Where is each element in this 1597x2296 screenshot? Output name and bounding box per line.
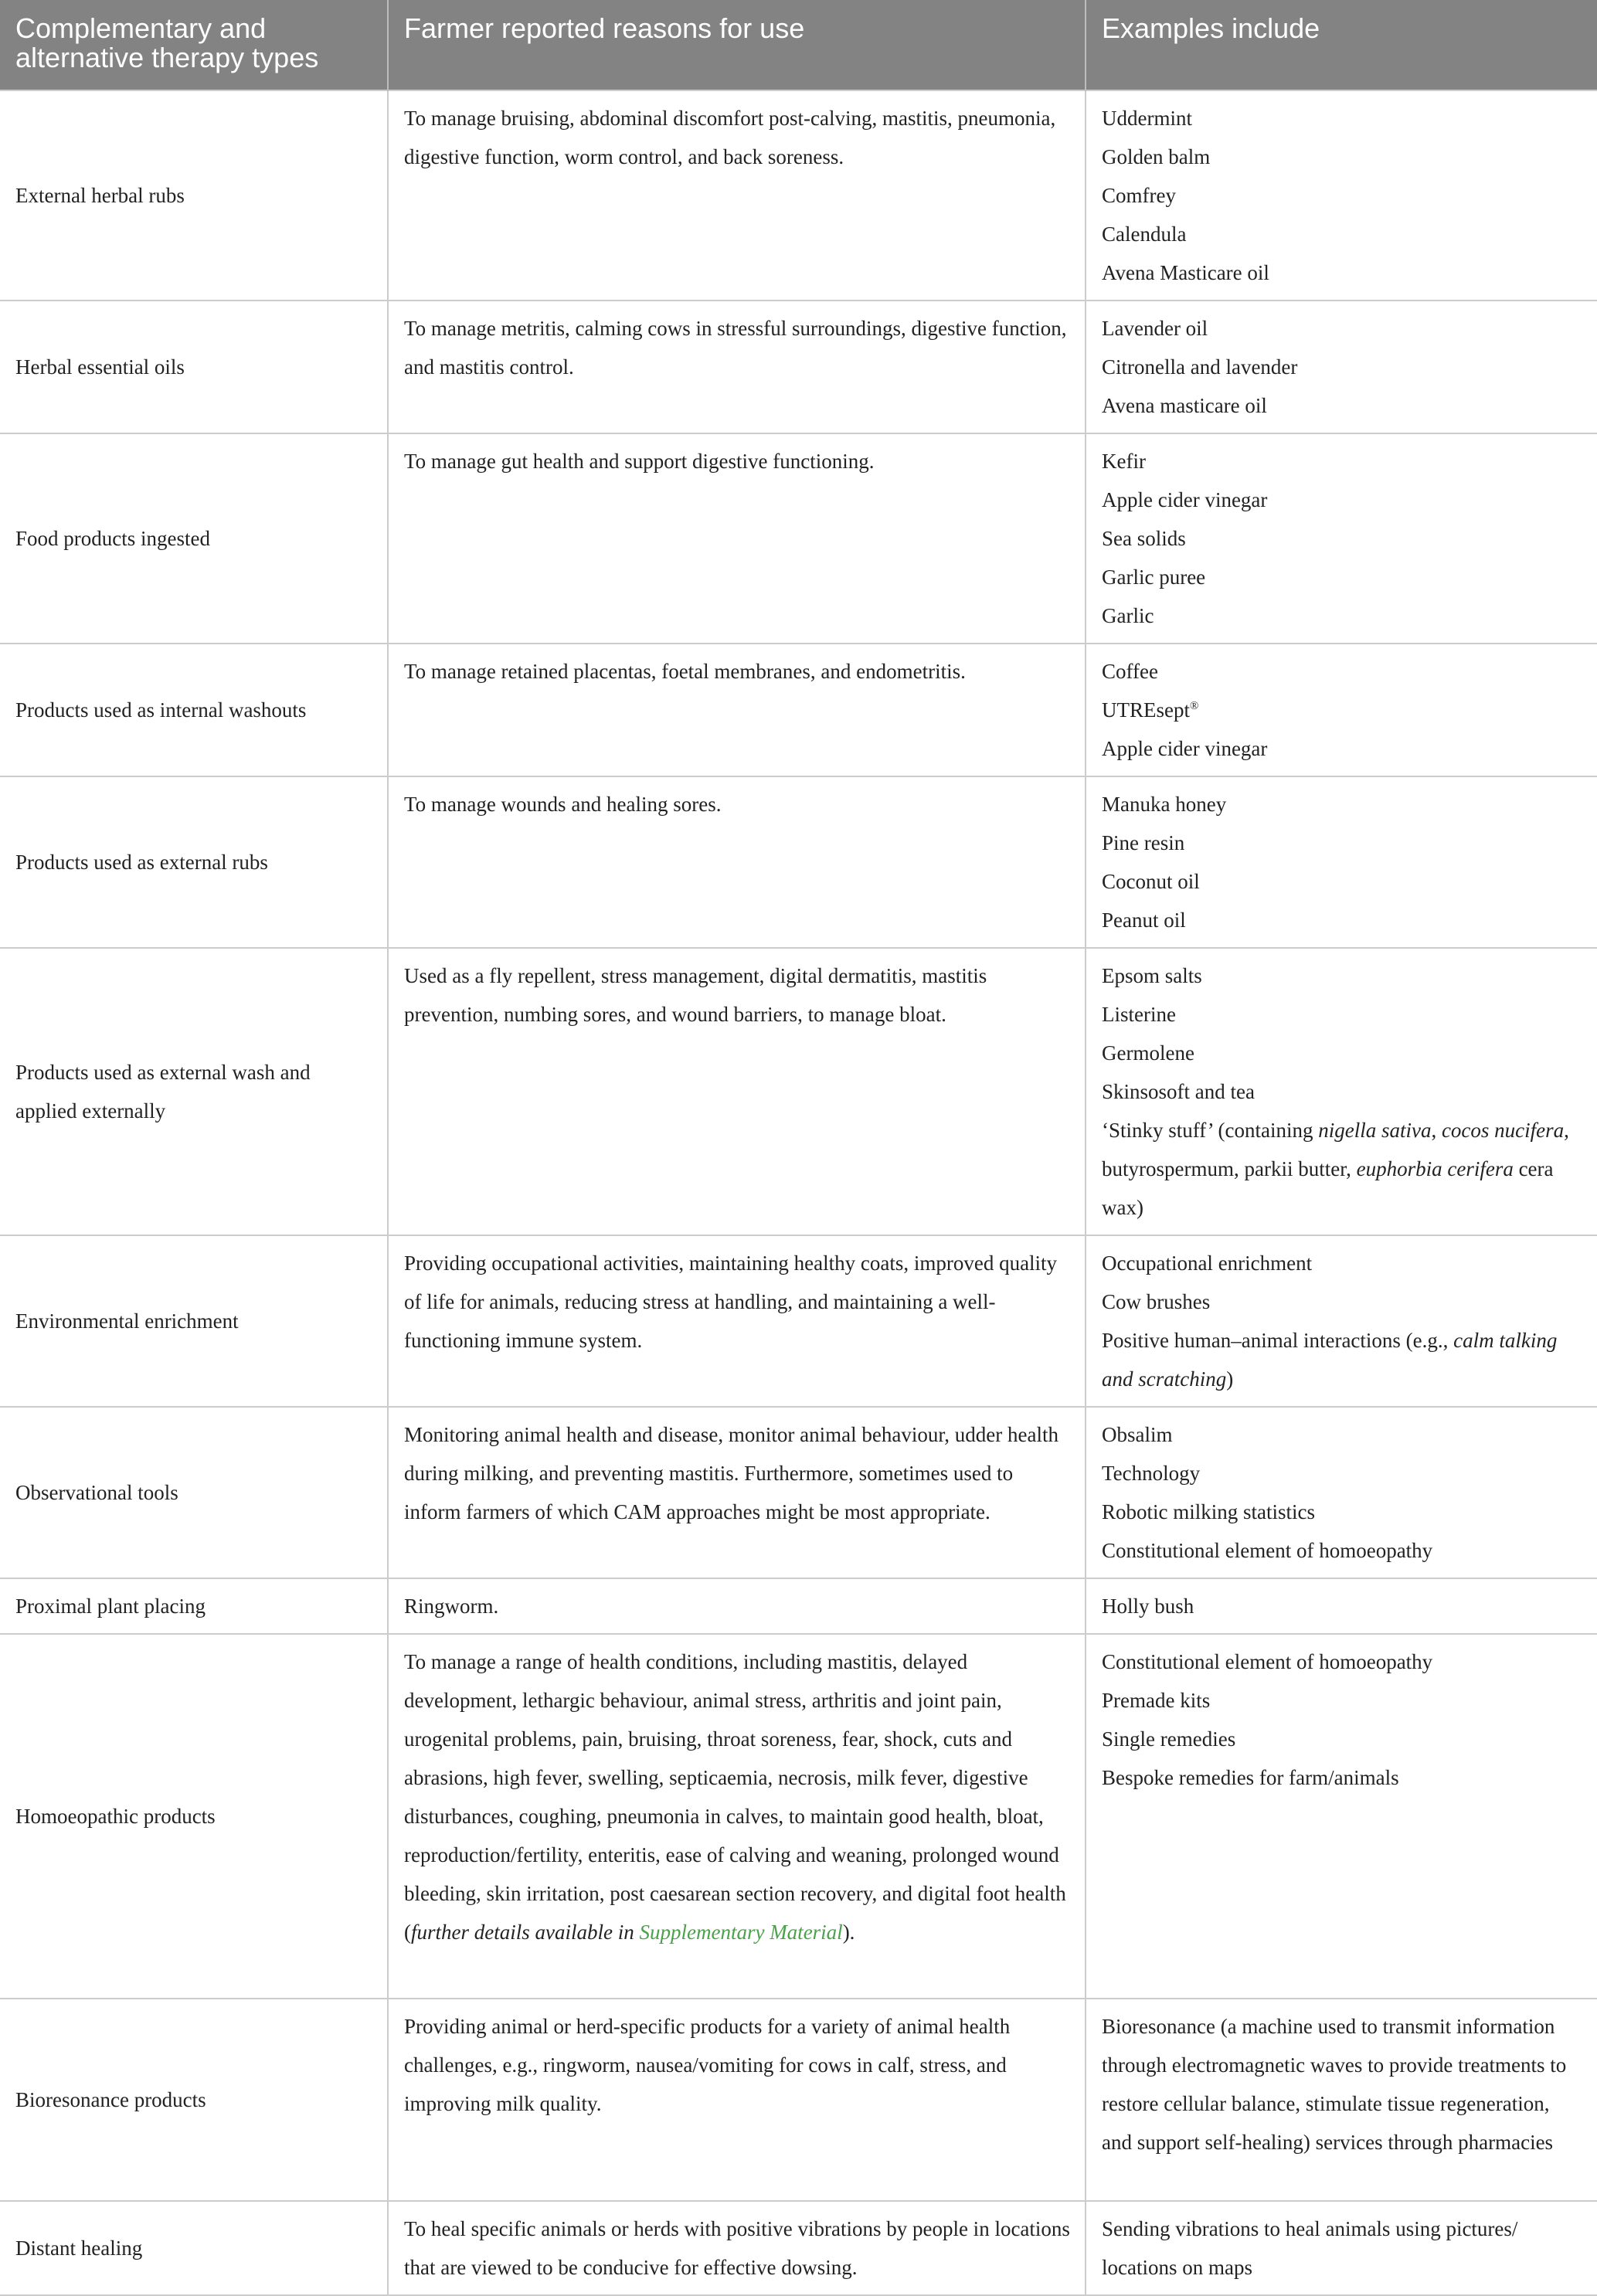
- example-item: Epsom salts: [1102, 964, 1202, 987]
- table-row: [0, 644, 1597, 776]
- example-item: Germolene: [1102, 1041, 1194, 1065]
- examples-cell: [1086, 1578, 1597, 1634]
- table-row: [0, 1634, 1597, 1999]
- reasons-cell: Monitoring animal health and disease, monitor animal behaviour, udder health during milking, and preventing mastitis. Furthermore, sometimes used to inform farmers of which CAM approaches might be most appropriate.: [388, 1407, 1086, 1578]
- reasons-cell: [388, 1634, 1086, 1999]
- table-row: [0, 2201, 1597, 2295]
- italic-fragment: cocos nucifera: [1441, 1119, 1565, 1142]
- example-item: Coffee: [1102, 660, 1158, 683]
- header-reasons: Farmer reported reasons for use: [388, 0, 1086, 90]
- reasons-cell: Ringworm.: [388, 1578, 1086, 1634]
- examples-cell: [1086, 948, 1597, 1235]
- therapy-type-cell: Bioresonance products: [0, 1999, 388, 2201]
- example-item: Calendula: [1102, 222, 1187, 246]
- example-item: Avena Masticare oil: [1102, 261, 1269, 284]
- reasons-cell: Providing occupational activities, maintaining healthy coats, improved quality of life for animals, reducing stress at handling, and maintaining a well-functioning immune system.: [388, 1235, 1086, 1407]
- registered-mark: ®: [1190, 700, 1199, 712]
- example-item: Avena masticare oil: [1102, 394, 1267, 417]
- examples-cell: [1086, 2201, 1597, 2295]
- text-fragment: To manage a range of health conditions, including mastitis, delayed development, lethargic behaviour, animal stress, arthritis and joint pain, urogenital problems, pain, bruising, throat soreness, fear, shock, cuts and abrasions, high fever, swelling, septicaemia, necrosis, milk fever, digestive disturbances, coughing, pneumonia in calves, to maintain good health, bloat, reproduction/fertility, enteritis, ease of calving and weaning, prolonged wound bleeding, skin irritation, post caesarean section recovery, and digital foot health (: [404, 1650, 1066, 1944]
- example-item: Technology: [1102, 1462, 1201, 1485]
- reasons-cell: To manage metritis, calming cows in stressful surroundings, digestive function, and mastitis control.: [388, 301, 1086, 433]
- examples-cell: [1086, 1407, 1597, 1578]
- text-fragment: ).: [842, 1921, 855, 1944]
- text-fragment: Positive human–animal interactions (e.g.,: [1102, 1329, 1454, 1352]
- header-therapy-types: Complementary and alternative therapy types: [0, 0, 388, 90]
- example-item: Occupational enrichment: [1102, 1252, 1313, 1275]
- examples-cell: [1086, 90, 1597, 301]
- table-row: [0, 948, 1597, 1235]
- example-item: Obsalim: [1102, 1423, 1173, 1446]
- example-item: Uddermint: [1102, 107, 1192, 130]
- example-item: Garlic: [1102, 604, 1154, 627]
- therapy-type-cell: Products used as external rubs: [0, 776, 388, 948]
- example-item: Apple cider vinegar: [1102, 737, 1268, 760]
- reasons-cell: Providing animal or herd-specific products for a variety of animal health challenges, e.g., ringworm, nausea/vomiting for cows in calf, stress, and improving milk quality.: [388, 1999, 1086, 2201]
- italic-fragment: further details available in: [411, 1921, 640, 1944]
- text-fragment: ,: [1431, 1119, 1442, 1142]
- example-item: Golden balm: [1102, 145, 1211, 168]
- example-item: Coconut oil: [1102, 870, 1200, 893]
- reasons-cell: To manage wounds and healing sores.: [388, 776, 1086, 948]
- therapy-type-cell: External herbal rubs: [0, 90, 388, 301]
- examples-cell: [1086, 1999, 1597, 2201]
- examples-cell: [1086, 1235, 1597, 1407]
- therapy-type-cell: Food products ingested: [0, 433, 388, 644]
- examples-cell: [1086, 1634, 1597, 1999]
- italic-fragment: euphorbia cerifera: [1356, 1157, 1514, 1180]
- italic-fragment: nigella sativa: [1318, 1119, 1432, 1142]
- example-item: [1102, 691, 1583, 729]
- examples-cell: [1086, 301, 1597, 433]
- therapy-type-cell: Distant healing: [0, 2201, 388, 2295]
- example-item: Lavender oil: [1102, 317, 1208, 340]
- supplementary-material-link[interactable]: Supplementary Material: [639, 1921, 843, 1944]
- table-row: [0, 776, 1597, 948]
- examples-cell: [1086, 776, 1597, 948]
- reasons-cell: Used as a fly repellent, stress management, digital dermatitis, mastitis prevention, numbing sores, and wound barriers, to manage bloat.: [388, 948, 1086, 1235]
- example-item-stinky-stuff: [1102, 1111, 1583, 1227]
- therapy-type-cell: Observational tools: [0, 1407, 388, 1578]
- reasons-cell: To heal specific animals or herds with positive vibrations by people in locations that are viewed to be conducive for effective dowsing.: [388, 2201, 1086, 2295]
- example-item: Premade kits: [1102, 1689, 1211, 1712]
- examples-cell: [1086, 644, 1597, 776]
- example-item: Listerine: [1102, 1003, 1176, 1026]
- example-item: Apple cider vinegar: [1102, 488, 1268, 511]
- text-fragment: cera wax): [1102, 1157, 1554, 1219]
- table-row: [0, 1578, 1597, 1634]
- therapy-type-cell: Environmental enrichment: [0, 1235, 388, 1407]
- table-row: [0, 1999, 1597, 2201]
- table-row: [0, 1235, 1597, 1407]
- therapy-type-cell: Products used as internal washouts: [0, 644, 388, 776]
- therapy-type-cell: Homoeopathic products: [0, 1634, 388, 1999]
- therapy-type-cell: Products used as external wash and applied externally: [0, 948, 388, 1235]
- table-row: [0, 301, 1597, 433]
- example-item: Peanut oil: [1102, 909, 1186, 932]
- examples-cell: [1086, 433, 1597, 644]
- example-item: Bespoke remedies for farm/animals: [1102, 1766, 1399, 1789]
- example-item: Pine resin: [1102, 831, 1185, 854]
- example-item-positive-interactions: [1102, 1321, 1583, 1398]
- example-item: Cow brushes: [1102, 1290, 1211, 1313]
- table-row: [0, 90, 1597, 301]
- italic-fragment: calm talking and scratching: [1102, 1329, 1558, 1391]
- text-fragment: ): [1226, 1367, 1234, 1391]
- example-item: Comfrey: [1102, 184, 1176, 207]
- example-item: Garlic puree: [1102, 566, 1206, 589]
- example-item: Holly bush: [1102, 1595, 1194, 1618]
- example-item: Robotic milking statistics: [1102, 1500, 1315, 1523]
- reasons-cell: To manage retained placentas, foetal membranes, and endometritis.: [388, 644, 1086, 776]
- example-item: Constitutional element of homoeopathy: [1102, 1539, 1433, 1562]
- example-item: Skinsosoft and tea: [1102, 1080, 1255, 1103]
- example-item: Bioresonance (a machine used to transmit information through electromagnetic waves to provide treatments to restore cellular balance, stimulate tissue regeneration, and support self-healing) services through pharmacies: [1102, 2015, 1567, 2154]
- header-row: [0, 0, 1597, 90]
- example-item: Manuka honey: [1102, 793, 1227, 816]
- example-item: Sending vibrations to heal animals using pictures/ locations on maps: [1102, 2217, 1518, 2279]
- therapy-type-cell: Herbal essential oils: [0, 301, 388, 433]
- example-item: Kefir: [1102, 450, 1146, 473]
- example-item: Constitutional element of homoeopathy: [1102, 1650, 1433, 1673]
- example-item: Single remedies: [1102, 1727, 1236, 1751]
- table-row: [0, 433, 1597, 644]
- header-examples: Examples include: [1086, 0, 1597, 90]
- reasons-cell: To manage bruising, abdominal discomfort post-calving, mastitis, pneumonia, digestive function, worm control, and back soreness.: [388, 90, 1086, 301]
- example-item: Citronella and lavender: [1102, 355, 1298, 379]
- therapy-type-cell: Proximal plant placing: [0, 1578, 388, 1634]
- reasons-cell: To manage gut health and support digestive functioning.: [388, 433, 1086, 644]
- table-row: [0, 1407, 1597, 1578]
- text-fragment: ‘Stinky stuff’ (containing: [1102, 1119, 1319, 1142]
- text-fragment: , butyrospermum, parkii butter,: [1102, 1119, 1569, 1180]
- example-item: Sea solids: [1102, 527, 1186, 550]
- utresept-label: UTREsept: [1102, 698, 1190, 722]
